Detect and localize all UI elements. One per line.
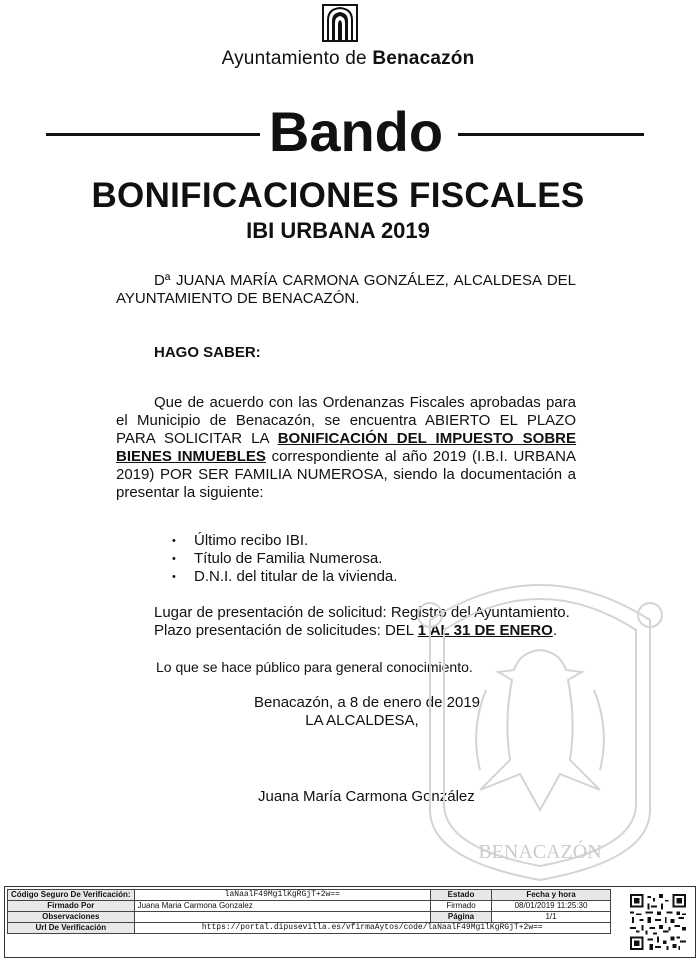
url-label: Url De Verificación <box>8 923 135 934</box>
publico-line: Lo que se hace público para general conocimiento. <box>156 659 473 675</box>
estado-value: Firmado <box>431 901 492 912</box>
url-value[interactable]: https://portal.dipusevilla.es/vfirmaAytos/code/laNaalF49Mg1lKgRGjT+2w== <box>134 923 610 934</box>
organization-name <box>0 48 696 70</box>
firmado-por-label: Firmado Por <box>8 901 135 912</box>
bonificacion-highlight: BONIFICACIÓN DEL IMPUESTO SOBRE BIENES INMUEBLES <box>116 430 577 465</box>
csv-value[interactable]: laNaalF49Mg1lKgRGjT+2w== <box>134 890 430 901</box>
bando-title: Bando <box>268 100 444 163</box>
observaciones-value <box>134 912 430 923</box>
title-rule-right <box>458 133 644 136</box>
pagina-label: Página <box>431 912 492 923</box>
pagina-value: 1/1 <box>492 912 611 923</box>
main-paragraph-part2: correspondiente al año 2019 (I.B.I. URBANA 2019) POR SER FAMILIA NUMEROSA, siendo la documentación a presentar la siguiente: <box>116 448 576 501</box>
hago-saber: HAGO SABER: <box>154 344 261 361</box>
verification-table <box>7 889 611 934</box>
plazo-dates: 1 AL 31 DE ENERO <box>417 622 553 639</box>
title-rule-left <box>46 133 260 136</box>
cargo-line: LA ALCALDESA, <box>305 712 419 729</box>
org-name: Benacazón <box>372 48 475 69</box>
main-paragraph <box>116 394 576 502</box>
date-line: Benacazón, a 8 de enero de 2019 <box>254 694 481 711</box>
seal-text: BENACAZÓN <box>478 841 602 863</box>
fecha-label: Fecha y hora <box>492 890 611 901</box>
estado-label: Estado <box>431 890 492 901</box>
csv-label: Código Seguro De Verificación: <box>8 890 135 901</box>
plazo-end: . <box>552 622 557 639</box>
qr-code-icon[interactable] <box>630 894 686 950</box>
eagle-seal-icon <box>400 560 680 890</box>
verification-footer <box>4 886 696 958</box>
observaciones-label: Observaciones <box>8 912 135 923</box>
list-item: • Último recibo IBI. <box>172 532 397 550</box>
main-paragraph-part1: Que de acuerdo con las Ordenanzas Fiscales aprobadas para el Municipio de Benacazón, se encuentra ABIERTO EL PLAZO PARA SOLICITAR LA <box>116 394 576 447</box>
main-heading: BONIFICACIONES FISCALES <box>91 176 585 215</box>
lugar-line: Lugar de presentación de solicitud: Registro del Ayuntamiento. <box>154 604 570 621</box>
fecha-value: 08/01/2019 11:25:30 <box>492 901 611 912</box>
org-prefix: Ayuntamiento de <box>221 48 367 69</box>
firmado-por-value: Juana Maria Carmona Gonzalez <box>134 901 430 912</box>
documents-list <box>172 532 397 586</box>
bando-title-row <box>0 100 696 164</box>
list-item: • D.N.I. del titular de la vivienda. <box>172 568 397 586</box>
list-item: • Título de Familia Numerosa. <box>172 550 397 568</box>
plazo-text: Plazo presentación de solicitudes: DEL <box>154 622 418 639</box>
intro-paragraph: Dª JUANA MARÍA CARMONA GONZÁLEZ, ALCALDESA DEL AYUNTAMIENTO DE BENACAZÓN. <box>116 272 576 307</box>
signature-name: Juana María Carmona González <box>258 788 475 805</box>
sub-heading: IBI URBANA 2019 <box>246 218 430 243</box>
arch-window-icon <box>322 4 358 42</box>
